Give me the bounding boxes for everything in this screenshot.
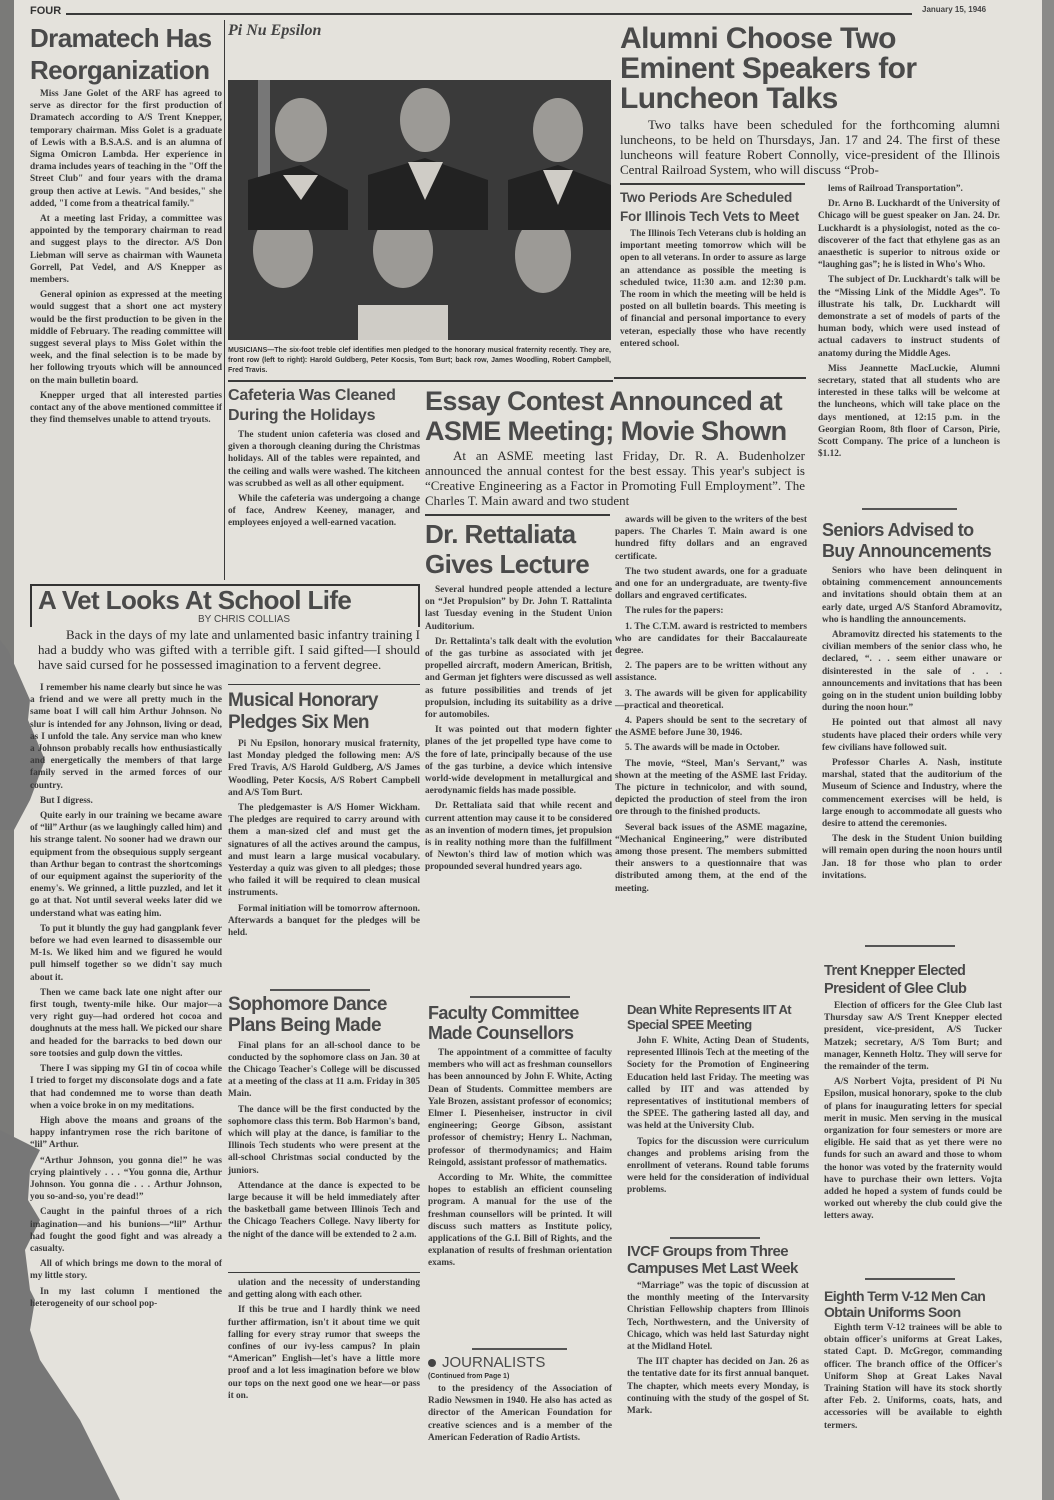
article-body (818, 183, 1000, 460)
paragraph: Pi Nu Epsilon, honorary musical fraternity, last Monday pledged the following men: A/S Fred Travis, A/S Harold Guldberg, A/S James Woodling, Peter Kocsis, A/S Robert Campbell and A/S Tom Burt. (228, 739, 420, 798)
section-rule (228, 684, 420, 685)
headline: Eighth Term V-12 Men Can Obtain Uniforms Soon (824, 1288, 986, 1320)
headline: Trent Knepper Elected President of Glee Club (824, 963, 967, 997)
article-body (428, 1383, 612, 1444)
vet-column-continuation (228, 1277, 420, 1405)
article-sophomore-dance (228, 994, 420, 1244)
paragraph: It was pointed out that modern fighter planes of the jet propelled type have come to the fore of late, principally because of the use of the gas turbine, a device which intensive world-wide development in metallurgical and aerodynamic fields has made possible. (425, 725, 612, 797)
page-number: FOUR (30, 5, 62, 17)
paragraph: 5. The awards will be made in October. (625, 743, 780, 754)
section-rule (865, 945, 955, 947)
headline: Sophomore Dance Plans Being Made (228, 993, 387, 1036)
article-body (228, 1277, 420, 1402)
section-rule (472, 1348, 567, 1350)
paragraph: Final plans for an all-school dance to be conducted by the sophomore class on Jan. 30 at the Chicago Teacher's College will be discussed at a meeting of the class at 11 a.m. Friday in 305 Main. (228, 1040, 420, 1100)
paragraph: Abramovitz directed his statements to the civilian members of the senior class who, he declared, “. . . seem either unaware or disinterested in the sale of . . . announcements and invitations that has been going on in the student union building lobby during the noon hour.” (822, 630, 1002, 714)
paragraph: 4. Papers should be sent to the secretary of the ASME before June 30, 1946. (615, 716, 807, 739)
paragraph: The desk in the Student Union building will remain open during the noon hours until Jan. 18 for those who plan to order invitations. (822, 834, 1002, 881)
article-faculty-committee (428, 1003, 612, 1273)
continued-note: (Continued from Page 1) (428, 1373, 510, 1380)
paragraph: While the cafeteria was undergoing a change of face, Andrew Keeney, manager, and employees enjoyed a well-earned vacation. (228, 494, 420, 529)
article-v12-uniforms (824, 1288, 1002, 1435)
article-body (822, 565, 1002, 882)
paragraph: To put it bluntly the guy had gangplank fever before we had even learned to disassemble our M-1s. We liked him and we figured he would pull himself together so we didn't say much about it. (30, 923, 222, 983)
paragraph: The rules for the papers: (625, 606, 724, 617)
paragraph: Topics for the discussion were curriculum changes and problems arising from the enrollment of veterans. Round table forums were held for the consideration of individual problems. (627, 1136, 809, 1196)
photo-label: Pi Nu Epsilon (228, 22, 322, 39)
section-rule (228, 1272, 420, 1273)
headline: IVCF Groups from Three Campuses Met Last Week (627, 1243, 798, 1277)
paragraph: There I was sipping my GI tin of cocoa while I tried to forget my disconsolate dogs and a fate that had condemned me to worse than death when a voice broke in on my meditations. (30, 1064, 222, 1111)
article-vets-meeting (620, 188, 806, 353)
article-journalists (428, 1354, 612, 1447)
article-body (615, 514, 807, 895)
paragraph: I remember his name clearly but since he was a friend and we were all pretty much in the same boat I will call him Arthur Johnson. No slur is intended for any Johnson, living or dead, as I unfold the tale. Any service man who knew a Johnson probably recalls how enthusiastically and energetically the members of that large family served in the armed forces of our country. (30, 683, 222, 791)
article-body (824, 1000, 1002, 1223)
paragraph: Miss Jeannette MacLuckie, Alumni secretary, stated that all students who are interested in these talks will be welcome at the luncheons, which will take place on the days mentioned, at 12:15 p.m. in the Georgian Room, 8th floor of Carson, Pirie, Scott Company. The price of a luncheon is $1.12. (818, 363, 1000, 460)
headline: Musical Honorary Pledges Six Men (228, 690, 378, 733)
article-cafeteria (228, 386, 420, 533)
article-dean-white (627, 1002, 809, 1200)
paragraph: ulation and the necessity of understanding and getting along with each other. (228, 1278, 420, 1301)
headline: Alumni Choose Two Eminent Speakers for Luncheon Talks (620, 22, 917, 115)
article-body (428, 1047, 612, 1270)
byline: BY CHRIS COLLIAS (198, 614, 291, 625)
paragraph: Attendance at the dance is expected to be large because it will be held immediately after the basketball game between Illinois Tech and the Chicago Teachers College. Navy liberty for the night of the dance will be extended to 2 a.m. (228, 1180, 420, 1240)
paragraph: Knepper urged that all interested parties contact any of the above mentioned committee if they find themselves unable to attend tryouts. (30, 390, 222, 426)
paragraph: Eighth term V-12 trainees will be able to obtain officer's uniforms at Great Lakes, stated Capt. D. McGregor, commanding officer. The branch office of the Officer's Uniform Shop at Great Lakes Naval Training Station will have its stock shortly after Feb. 2. Uniforms, coats, hats, and accessories will be available to eighth termers. (824, 1323, 1002, 1431)
paragraph: Quite early in our training we became aware of “lil” Arthur (as we laughingly called him) and his strange talent. No sooner had we drawn our equipment from the obsequious supply sergeant than Arthur began to contrast the shortcomings of our equipment against the superiority of the enemy's. We grinned, a little puzzled, and let it go at that. Not until several weeks later did we understand what was eating him. (30, 811, 222, 919)
paragraph: The IIT chapter has decided on Jan. 26 as the tentative date for its first annual banquet. The chapter, which meets every Monday, is continuing with the study of the gospel of St. Mark. (627, 1357, 809, 1417)
photo-caption: MUSICIANS—The six-foot treble clef identifies men pledged to the honorary musical fraternity recently. They are, front row (left to right): Harold Guldberg, Peter Kocsis, Tom Burt; back row, James Woodling, Robert Campbell, Fred Travis. (228, 347, 611, 374)
article-body (425, 584, 612, 874)
section-rule (620, 183, 805, 185)
headline: Cafeteria Was Cleaned During the Holidays (228, 387, 396, 424)
section-rule (614, 377, 806, 379)
article-seniors (822, 520, 1002, 885)
paragraph: Several hundred people attended a lecture on “Jet Propulsion” by Dr. John T. Rattalinta last Tuesday evening in the Student Union Auditorium. (425, 585, 612, 632)
article-rettaliata (425, 519, 612, 877)
section-rule (862, 508, 957, 510)
group-photo-image (228, 80, 611, 340)
paragraph: According to Mr. White, the committee hopes to establish an efficient counseling program. A manual for the use of the freshman counsellors will be printed. It will discuss such matters as Institute policy, applications of the G.I. Bill of Rights, and the explanation of results of freshman orientation exams. (428, 1173, 612, 1269)
paragraph: Back in the days of my late and unlamented basic infantry training I had a buddy who was gifted with a terrible gift. I said gifted—I should have said cursed for he possessed imagination to a fervent degree. (38, 627, 420, 672)
paragraph: In my last column I mentioned the heterogeneity of our school pop- (30, 1286, 222, 1309)
paragraph: to the presidency of the Association of Radio Newsmen in 1940. He also has acted as director of the American Foundation for creative sciences and is a member of the American Federation of Radio Artists. (428, 1384, 612, 1443)
article-alumni-column (818, 183, 1000, 463)
section-rule (270, 989, 370, 991)
paragraph: The student union cafeteria was closed and given a thorough cleaning during the Christmas holidays. All of the tables were repainted, and the ceiling and walls were washed. The kitcheen was scrubbed as well as all other equipment. (228, 430, 420, 489)
article-body (228, 738, 420, 939)
article-vet-column (38, 584, 420, 675)
masthead-rule (66, 13, 912, 15)
paragraph: If this be true and I hardly think we need further affirmation, isn't it about time we quit falling for every stray rumor that sweeps the confines of our ivy-less campus? In plain “American” English—let's have a little more proof and a lot less imagination before we blow our tops on the next good one we hear—or pass it on. (228, 1305, 420, 1401)
paragraph: At an ASME meeting last Friday, Dr. R. A. Budenholzer announced the annual contest for the best essay. This year's subject is “Creative Engineering as a Factor in Promoting Full Employment”. The Charles T. Main award and two student (425, 448, 805, 508)
section-rule (865, 1278, 955, 1280)
article-dramatech (30, 22, 222, 429)
paragraph: Election of officers for the Glee Club last Thursday saw A/S Trent Knepper elected president, vice-president, A/S Tucker Matzek; secretary, A/S Tom Burt; and manager, Kenneth Holtz. They will serve for the remainder of the term. (824, 1001, 1002, 1073)
headline: Seniors Advised to Buy Announcements (822, 520, 992, 561)
section-rule (470, 996, 570, 998)
photo-rule (228, 380, 613, 382)
section-rule (425, 514, 610, 516)
article-essay-column (615, 514, 807, 898)
paragraph: He pointed out that almost all navy students have placed their orders while very few civilians have followed suit. (822, 718, 1002, 753)
paragraph: 1. The C.T.M. award is restricted to members who are candidates for their Baccalaureate degree. (615, 621, 807, 657)
paragraph: lems of Railroad Transportation”. (828, 184, 963, 194)
paragraph: Formal initiation will be tomorrow afternoon. Afterwards a banquet for the pledges will be held. (228, 903, 420, 939)
paragraph: “Arthur Johnson, you gonna die!” he was crying plaintively . . . “You gonna die, Arthur Johnson. You gonna die . . . Arthur Johnson, you so-and-so, you're dead!” (30, 1155, 222, 1203)
paragraph: At a meeting last Friday, a committee was appointed by the temporary chairman to read and suggest plays to the director. A/S Don Liebman will serve as chairman with Wauneta Gorrell, Pat Vedel, and A/S Knepper as members. (30, 214, 222, 286)
article-body (824, 1322, 1002, 1432)
vet-column-header-box (30, 584, 420, 627)
headline: Two Periods Are Scheduled For Illinois Tech Vets to Meet (620, 190, 800, 224)
paragraph: The movie, “Steel, Man's Servant,” was shown at the meeting of the ASME last Friday. The picture in technicolor, and with sound, depicted the production of steel from the iron ore through to the finished products. (615, 758, 807, 818)
paragraph: Dr. Rettalinta's talk dealt with the evolution of the gas turbine as associated with jet propelled aircraft, modern American, British, and German jet fighters were discussed as well as future possibilities and trends of jet propulsion, including its suitability as a drive for automobiles. (425, 636, 612, 721)
article-body (38, 627, 420, 672)
musicians-photo (228, 80, 611, 340)
article-essay (425, 386, 805, 511)
paragraph: Then we came back late one night after our first tough, twenty-mile hike. Our major—a very right guy—had ordered hot cocoa and doughnuts at the mess hall. We picked our share and headed for the barracks to bed down our sore tootsies and gulp down the vittles. (30, 987, 222, 1059)
column-rule (224, 20, 225, 580)
paragraph: High above the moans and groans of the happy infantrymen rose the rich baritone of “lil” Arthur. (30, 1115, 222, 1151)
paragraph: Seniors who have been delinquent in obtaining commencement announcements and invitations should obtain them at an early date, urged A/S Stanford Abramovitz, who is handling the announcements. (822, 566, 1002, 625)
paragraph: But I digress. (40, 795, 93, 806)
paragraph: The subject of Dr. Luckhardt's talk will be the “Missing Link of the Middle Ages”. To illustrate his talk, Dr. Luckhardt will demonstrate a set of models of parts of the human body, which were used instead of actual cadavers to instruct students of anatomy during the Middle Ages. (818, 275, 1000, 359)
article-body (627, 1280, 809, 1417)
article-body (620, 117, 1000, 177)
paragraph: Caught in the painful throes of a rich imagination—and his bunions—“lil” Arthur had fought the good fight and was already a casualty. (30, 1207, 222, 1254)
paragraph: Miss Jane Golet of the ARF has agreed to serve as director for the first production of Dramatech according to A/S Trent Knepper, temporary chairman. Miss Golet is a graduate of Lewis with a B.S.A.S. and is an alumna of Sigma Omicron Lambda. Her experience in drama includes years of teaching in the "Off the Street Club" and four years with the drama group then active at Lewis. "And besides," she added, "I come from a theatrical family." (30, 89, 222, 209)
headline: Dramatech Has Reorganization (30, 23, 212, 85)
headline: Essay Contest Announced at ASME Meeting; Movie Shown (425, 386, 787, 446)
article-body (620, 228, 806, 350)
paragraph: 2. The papers are to be written without any assistance. (615, 661, 807, 684)
article-body (627, 1035, 809, 1197)
article-body (425, 448, 805, 508)
article-glee-club (824, 962, 1002, 1226)
paragraph: The Illinois Tech Veterans club is holding an important meeting tomorrow which will be open to all veterans. In order to assure as large an attendance as possible the meeting is scheduled twice, 11:30 a.m. and 12:30 p.m. The room in which the meeting will be held is posted on all bulletin boards. This meeting is of financial and personal importance to every veteran, especially those who have recently entered school. (620, 229, 806, 349)
paragraph: Several back issues of the ASME magazine, “Mechanical Engineering,” were distributed among those present. The members submitted their answers to a questionnaire that was distributed among them, at the end of the meeting. (615, 822, 807, 894)
paragraph: awards will be given to the writers of the best papers. The Charles T. Main award is one hundred fifty dollars and an engraved certificate. (615, 515, 807, 562)
article-body (228, 429, 420, 530)
article-alumni (620, 24, 1000, 180)
headline: Dean White Represents IIT At Special SPEE Meeting (627, 1002, 792, 1032)
paragraph: Dr. Rettaliata said that while recent and current attention may cause it to be considered as an invention of modern times, jet propulsion is in reality nothing more than the fulfillment of Newton's third law of motion which was propounded several hundred years ago. (425, 801, 612, 873)
paragraph: All of which brings me down to the moral of my little story. (30, 1259, 222, 1282)
article-body (30, 88, 222, 426)
article-body (30, 682, 222, 1310)
paragraph: “Marriage” was the topic of discussion at the monthly meeting of the Intervarsity Christian Fellowship chapters from Illinois Tech, Northwestern, and the University of Chicago, which was held last Saturday night at the Midland Hotel. (627, 1281, 809, 1353)
paragraph: The appointment of a committee of faculty members who will act as freshman counsellors has been announced by John F. White, Acting Dean of Students. Committee members are Yale Brozen, assistant professor of economics; Elmer I. Piesenheiser, instructor in civil engineering; George Gibson, assistant professor of chemistry; Henry L. Nachman, professor of thermodynamics; and Haim Reingold, assistant professor of mathematics. (428, 1048, 612, 1168)
paragraph: The two student awards, one for a graduate and one for an undergraduate, are twenty-five dollars and engraved certificates. (615, 566, 807, 602)
paragraph: General opinion as expressed at the meeting would suggest that a short one act mystery would be the first production to be given in the middle of February. The reading committee will suggest several plays to Miss Golet within the week, and the final selection is to be made by her following tryouts which will be announced on the main bulletin board. (30, 290, 222, 386)
paragraph: A/S Norbert Vojta, president of Pi Nu Epsilon, musical honorary, spoke to the club of plans for inaugurating letters for special merit in music. Men serving in the musical organization for four semesters or more are eligible. He said that as yet there were no funds for such an award and those to whom the honor was voted by the fraternity would have to purchase their own letters. Vojta added he hoped a system of funds could be worked out whereby the club could give the letters away. (824, 1077, 1002, 1222)
bullet-icon (428, 1359, 436, 1367)
paragraph: Dr. Arno B. Luckhardt of the University of Chicago will be guest speaker on Jan. 24. Dr. Luckhardt is a physiologist, noted as the co-discoverer of the fact that ethylene gas as an anaesthetic is superior to nitrous oxide or “laughing gas”; he is listed in Who's Who. (818, 199, 1000, 271)
article-vet-column-body (30, 682, 222, 1313)
section-rule (670, 1237, 760, 1239)
issue-date: January 15, 1946 (922, 5, 987, 14)
paragraph: The pledgemaster is A/S Homer Wickham. The pledges are required to carry around with them a man-sized clef and must get the signatures of all the actives around the campus, and must learn a large musical vocabulary. Yesterday a quiz was given to all pledges; those who failed it will be required to clean musical instruments. (228, 803, 420, 899)
article-ivcf (627, 1243, 809, 1420)
headline: A Vet Looks At School Life (38, 585, 352, 615)
paragraph: Two talks have been scheduled for the forthcoming alumni luncheons, to be held on Thursdays, Jan. 17 and 24. The first of these luncheons will feature Robert Connolly, vice-president of the Illinois Central Railroad System, who will discuss “Prob- (620, 117, 1000, 177)
article-body (228, 1040, 420, 1241)
headline: Faculty Committee Made Counsellors (428, 1003, 579, 1043)
paragraph: 3. The awards will be given for applicability—practical and theoretical. (615, 688, 807, 711)
paragraph: John F. White, Acting Dean of Students, represented Illinois Tech at the meeting of the Society for the Promotion of Engineering Education held last Friday. The meeting was called by IIT and was attended by representatives of institutional members of the SPEE. The gathering lasted all day, and was held at the University Club. (627, 1036, 809, 1132)
headline: JOURNALISTS (442, 1354, 546, 1371)
paragraph: The dance will be the first conducted by the sophomore class this term. Bob Harmon's band, which will play at the dance, is familiar to the Illinois Tech students who were present at the all-school Christmas social conducted by the juniors. (228, 1104, 420, 1176)
paragraph: Professor Charles A. Nash, institute marshal, stated that the auditorium of the Museum of Science and Industry, where the commencement exercises will be held, is large enough to accommodate all guests who desire to attend the ceremonies. (822, 758, 1002, 830)
article-musical-honorary (228, 690, 420, 942)
headline: Dr. Rettaliata Gives Lecture (425, 519, 590, 579)
